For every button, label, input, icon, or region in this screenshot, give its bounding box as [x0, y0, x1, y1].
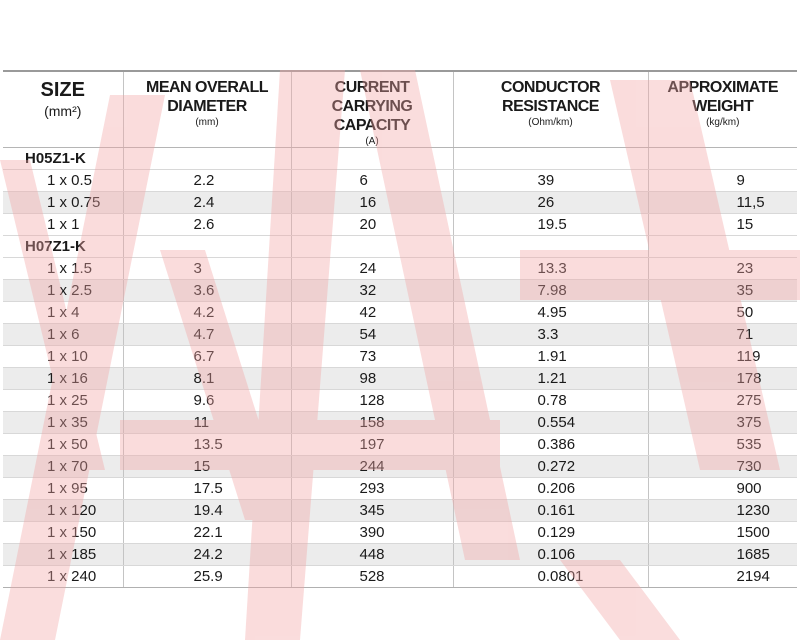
size-header: SIZE (mm²) [3, 71, 123, 148]
diameter-cell: 13.5 [123, 434, 291, 456]
empty-cell [453, 236, 648, 258]
resistance-cell: 0.272 [453, 456, 648, 478]
weight-cell: 900 [648, 478, 797, 500]
empty-cell [291, 236, 453, 258]
table-row [3, 412, 797, 434]
group-header-row [3, 236, 797, 258]
weight-cell: 50 [648, 302, 797, 324]
diameter-cell: 6.7 [123, 346, 291, 368]
diameter-cell: 8.1 [123, 368, 291, 390]
weight-cell: 178 [648, 368, 797, 390]
current-cell: 528 [291, 566, 453, 588]
current-cell: 197 [291, 434, 453, 456]
group-name: H07Z1-K [3, 236, 123, 258]
diameter-cell: 3 [123, 258, 291, 280]
diameter-cell: 3.6 [123, 280, 291, 302]
diameter-cell: 25.9 [123, 566, 291, 588]
size-cell: 1 x 70 [3, 456, 123, 478]
weight-cell: 71 [648, 324, 797, 346]
table-row [3, 170, 797, 192]
size-cell: 1 x 4 [3, 302, 123, 324]
diameter-cell: 2.2 [123, 170, 291, 192]
resistance-cell: 0.386 [453, 434, 648, 456]
resistance-cell: 0.0801 [453, 566, 648, 588]
diameter-cell: 9.6 [123, 390, 291, 412]
size-cell: 1 x 6 [3, 324, 123, 346]
table-row [3, 324, 797, 346]
resistance-cell: 26 [453, 192, 648, 214]
resistance-cell: 0.161 [453, 500, 648, 522]
empty-cell [453, 148, 648, 170]
weight-cell: 35 [648, 280, 797, 302]
weight-cell: 1500 [648, 522, 797, 544]
table-row [3, 302, 797, 324]
empty-cell [648, 148, 797, 170]
empty-cell [123, 236, 291, 258]
resistance-cell: 0.206 [453, 478, 648, 500]
group-name: H05Z1-K [3, 148, 123, 170]
size-cell: 1 x 16 [3, 368, 123, 390]
size-cell: 1 x 120 [3, 500, 123, 522]
current-cell: 244 [291, 456, 453, 478]
size-cell: 1 x 0.5 [3, 170, 123, 192]
size-cell: 1 x 10 [3, 346, 123, 368]
table-row [3, 478, 797, 500]
table-row [3, 346, 797, 368]
size-cell: 1 x 1.5 [3, 258, 123, 280]
weight-cell: 535 [648, 434, 797, 456]
weight-cell: 119 [648, 346, 797, 368]
weight-header: APPROXIMATE WEIGHT (kg/km) [648, 71, 797, 148]
table-row [3, 500, 797, 522]
diameter-cell: 11 [123, 412, 291, 434]
table-row [3, 258, 797, 280]
resistance-cell: 1.21 [453, 368, 648, 390]
current-cell: 24 [291, 258, 453, 280]
current-cell: 16 [291, 192, 453, 214]
empty-cell [291, 148, 453, 170]
table-row [3, 566, 797, 588]
diameter-cell: 19.4 [123, 500, 291, 522]
weight-cell: 1230 [648, 500, 797, 522]
current-cell: 6 [291, 170, 453, 192]
weight-cell: 1685 [648, 544, 797, 566]
weight-cell: 11,5 [648, 192, 797, 214]
diameter-cell: 15 [123, 456, 291, 478]
resistance-header: CONDUCTOR RESISTANCE (Ohm/km) [453, 71, 648, 148]
resistance-cell: 0.554 [453, 412, 648, 434]
weight-cell: 275 [648, 390, 797, 412]
weight-cell: 23 [648, 258, 797, 280]
diameter-header: MEAN OVERALL DIAMETER (mm) [123, 71, 291, 148]
weight-cell: 15 [648, 214, 797, 236]
size-cell: 1 x 25 [3, 390, 123, 412]
size-cell: 1 x 1 [3, 214, 123, 236]
diameter-cell: 22.1 [123, 522, 291, 544]
weight-cell: 2194 [648, 566, 797, 588]
cable-spec-table [3, 70, 797, 588]
current-cell: 20 [291, 214, 453, 236]
diameter-cell: 17.5 [123, 478, 291, 500]
table-row [3, 368, 797, 390]
table-row [3, 434, 797, 456]
diameter-cell: 2.4 [123, 192, 291, 214]
table-row [3, 192, 797, 214]
diameter-cell: 4.2 [123, 302, 291, 324]
resistance-cell: 19.5 [453, 214, 648, 236]
weight-cell: 375 [648, 412, 797, 434]
resistance-cell: 4.95 [453, 302, 648, 324]
size-cell: 1 x 95 [3, 478, 123, 500]
resistance-cell: 13.3 [453, 258, 648, 280]
group-header-row [3, 148, 797, 170]
table-row [3, 390, 797, 412]
current-cell: 158 [291, 412, 453, 434]
current-cell: 390 [291, 522, 453, 544]
resistance-cell: 0.78 [453, 390, 648, 412]
table-row [3, 456, 797, 478]
table-row [3, 280, 797, 302]
current-cell: 32 [291, 280, 453, 302]
table-row [3, 522, 797, 544]
diameter-cell: 2.6 [123, 214, 291, 236]
resistance-cell: 1.91 [453, 346, 648, 368]
size-cell: 1 x 185 [3, 544, 123, 566]
table-row [3, 214, 797, 236]
diameter-cell: 4.7 [123, 324, 291, 346]
current-cell: 128 [291, 390, 453, 412]
size-cell: 1 x 0.75 [3, 192, 123, 214]
current-header: CURRENT CARRYING CAPACITY (A) [291, 71, 453, 148]
size-cell: 1 x 240 [3, 566, 123, 588]
resistance-cell: 39 [453, 170, 648, 192]
current-cell: 54 [291, 324, 453, 346]
empty-cell [648, 236, 797, 258]
weight-cell: 730 [648, 456, 797, 478]
weight-cell: 9 [648, 170, 797, 192]
header-row [3, 71, 797, 148]
current-cell: 73 [291, 346, 453, 368]
resistance-cell: 0.129 [453, 522, 648, 544]
current-cell: 345 [291, 500, 453, 522]
resistance-cell: 3.3 [453, 324, 648, 346]
size-cell: 1 x 50 [3, 434, 123, 456]
size-cell: 1 x 150 [3, 522, 123, 544]
size-cell: 1 x 2.5 [3, 280, 123, 302]
empty-cell [123, 148, 291, 170]
size-cell: 1 x 35 [3, 412, 123, 434]
resistance-cell: 7.98 [453, 280, 648, 302]
table-row [3, 544, 797, 566]
current-cell: 293 [291, 478, 453, 500]
table-body [3, 148, 797, 588]
current-cell: 42 [291, 302, 453, 324]
diameter-cell: 24.2 [123, 544, 291, 566]
resistance-cell: 0.106 [453, 544, 648, 566]
current-cell: 98 [291, 368, 453, 390]
current-cell: 448 [291, 544, 453, 566]
